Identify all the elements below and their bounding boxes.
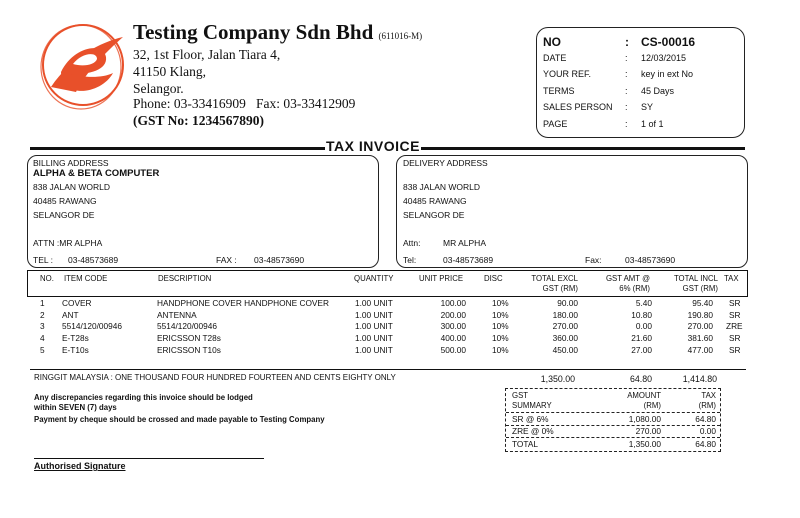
col-header-unit-price: UNIT PRICE <box>419 274 464 283</box>
cell-description: ERICSSON T28s <box>157 333 221 343</box>
authorised-signature: Authorised Signature <box>34 461 126 471</box>
grand-total-gst: 64.80 <box>629 374 652 384</box>
col-header-disc: DISC <box>484 274 503 283</box>
cell-item-code: COVER <box>62 298 92 308</box>
cell-gst-amt: 0.00 <box>635 321 652 331</box>
company-address-line: 32, 1st Floor, Jalan Tiara 4, <box>133 47 281 62</box>
cell-total-excl: 180.00 <box>552 310 578 320</box>
cell-disc: 10% <box>492 310 509 320</box>
grand-total-incl: 1,414.80 <box>682 374 717 384</box>
col-header-gst-amt: GST AMT @ 6% (RM) <box>605 274 650 293</box>
delivery-attn-label: Attn: <box>403 238 421 248</box>
cell-total-incl: 477.00 <box>687 345 713 355</box>
grand-total-excl: 1,350.00 <box>540 374 575 384</box>
billing-tel: 03-48573689 <box>68 255 119 265</box>
cell-unit-price: 500.00 <box>440 345 466 355</box>
cell-gst-amt: 21.60 <box>631 333 652 343</box>
cell-description: HANDPHONE COVER HANDPHONE COVER <box>157 298 329 308</box>
gst-summary-heading: GST SUMMARY <box>512 391 552 410</box>
cell-gst-amt: 10.80 <box>631 310 652 320</box>
billing-tel-label: TEL : <box>33 255 53 265</box>
cell-quantity: 1.00 UNIT <box>355 298 393 308</box>
gst-summary-total-row: TOTAL 1,350.00 64.80 <box>512 439 716 449</box>
billing-fax: 03-48573690 <box>254 255 305 265</box>
cell-unit-price: 100.00 <box>440 298 466 308</box>
gst-summary-tax-heading: TAX (RM) <box>698 391 716 410</box>
note-discrepancies: Any discrepancies regarding this invoice should be lodged <box>34 393 253 402</box>
company-name: Testing Company Sdn Bhd (611016-M) <box>133 20 423 44</box>
billing-fax-label: FAX : <box>216 255 237 265</box>
cell-quantity: 1.00 UNIT <box>355 321 393 331</box>
delivery-fax: 03-48573690 <box>625 255 676 265</box>
billing-attn: ATTN :MR ALPHA <box>33 238 103 248</box>
cell-no: 2 <box>40 310 45 320</box>
company-address-line: 41150 Klang, <box>133 64 206 79</box>
cell-disc: 10% <box>492 321 509 331</box>
gst-summary-box <box>505 388 721 452</box>
cell-no: 5 <box>40 345 45 355</box>
gst-summary-row: ZRE @ 0% 270.00 0.00 <box>506 425 720 438</box>
cell-disc: 10% <box>492 333 509 343</box>
cell-no: 3 <box>40 321 45 331</box>
cell-item-code: E-T10s <box>62 345 89 355</box>
invoice-number: CS-00016 <box>641 35 696 49</box>
cell-tax: SR <box>729 333 741 343</box>
col-header-description: DESCRIPTION <box>158 274 212 283</box>
cell-quantity: 1.00 UNIT <box>355 333 393 343</box>
cell-quantity: 1.00 UNIT <box>355 310 393 320</box>
note-payment: Payment by cheque should be crossed and made payable to Testing Company <box>34 415 325 424</box>
delivery-address-box <box>396 155 748 268</box>
delivery-line: SELANGOR DE <box>403 210 465 220</box>
cell-disc: 10% <box>492 298 509 308</box>
info-row-no: NO : CS-00016 <box>543 35 696 49</box>
col-header-total-incl: TOTAL INCL GST (RM) <box>673 274 718 293</box>
billing-line: 838 JALAN WORLD <box>33 182 110 192</box>
billing-name: ALPHA & BETA COMPUTER <box>33 168 160 179</box>
cell-quantity: 1.00 UNIT <box>355 345 393 355</box>
col-header-tax: TAX <box>724 274 739 283</box>
cell-disc: 10% <box>492 345 509 355</box>
billing-address-box <box>27 155 379 268</box>
cell-total-excl: 90.00 <box>557 298 578 308</box>
company-logo <box>31 17 129 115</box>
cell-tax: ZRE <box>726 321 743 331</box>
delivery-tel: 03-48573689 <box>443 255 494 265</box>
cell-description: ERICSSON T10s <box>157 345 221 355</box>
cell-unit-price: 400.00 <box>440 333 466 343</box>
billing-line: 40485 RAWANG <box>33 196 97 206</box>
cell-gst-amt: 5.40 <box>635 298 652 308</box>
cell-total-incl: 381.60 <box>687 333 713 343</box>
delivery-fax-label: Fax: <box>585 255 602 265</box>
cell-no: 1 <box>40 298 45 308</box>
signature-line <box>34 458 264 459</box>
note-discrepancies-days: within SEVEN (7) days <box>34 403 117 412</box>
gst-summary-row: SR @ 6% 1,080.00 64.80 <box>506 412 720 426</box>
cell-description: 5514/120/00946 <box>157 321 217 331</box>
cell-total-incl: 190.80 <box>687 310 713 320</box>
billing-line: SELANGOR DE <box>33 210 95 220</box>
delivery-line: 838 JALAN WORLD <box>403 182 480 192</box>
cell-item-code: ANT <box>62 310 79 320</box>
col-header-total-excl: TOTAL EXCL GST (RM) <box>531 274 578 293</box>
delivery-attn: MR ALPHA <box>443 238 486 248</box>
amount-in-words: RINGGIT MALAYSIA : ONE THOUSAND FOUR HUNDRED FOURTEEN AND CENTS EIGHTY ONLY <box>34 373 396 382</box>
cell-total-excl: 360.00 <box>552 333 578 343</box>
info-row-your-ref: YOUR REF. : key in ext No <box>543 69 694 79</box>
company-address-line: Selangor. <box>133 81 184 96</box>
cell-tax: SR <box>729 345 741 355</box>
col-header-item-code: ITEM CODE <box>64 274 108 283</box>
billing-heading: BILLING ADDRESS <box>33 158 109 168</box>
invoice-info-box <box>536 27 745 138</box>
info-row-page: PAGE : 1 of 1 <box>543 119 664 129</box>
delivery-tel-label: Tel: <box>403 255 417 265</box>
col-header-no: NO. <box>40 274 54 283</box>
cell-item-code: 5514/120/00946 <box>62 321 122 331</box>
cell-unit-price: 200.00 <box>440 310 466 320</box>
info-row-terms: TERMS : 45 Days <box>543 86 675 96</box>
cell-total-excl: 270.00 <box>552 321 578 331</box>
totals-rule <box>30 369 746 370</box>
cell-total-excl: 450.00 <box>552 345 578 355</box>
delivery-heading: DELIVERY ADDRESS <box>403 158 488 168</box>
cell-gst-amt: 27.00 <box>631 345 652 355</box>
info-row-date: DATE : 12/03/2015 <box>543 53 687 63</box>
cell-tax: SR <box>729 310 741 320</box>
cell-item-code: E-T28s <box>62 333 89 343</box>
cell-total-incl: 95.40 <box>692 298 713 308</box>
document-title: TAX INVOICE <box>326 138 420 154</box>
company-phone-fax: Phone: 03-33416909 Fax: 03-33412909 <box>133 96 356 111</box>
info-row-sales-person: SALES PERSON : SY <box>543 102 654 112</box>
col-header-quantity: QUANTITY <box>354 274 394 283</box>
gst-summary-amount-heading: AMOUNT (RM) <box>627 391 661 410</box>
cell-total-incl: 270.00 <box>687 321 713 331</box>
cell-unit-price: 300.00 <box>440 321 466 331</box>
cell-description: ANTENNA <box>157 310 197 320</box>
delivery-line: 40485 RAWANG <box>403 196 467 206</box>
cell-tax: SR <box>729 298 741 308</box>
cell-no: 4 <box>40 333 45 343</box>
company-gst-no: (GST No: 1234567890) <box>133 113 265 128</box>
company-reg-no: (611016-M) <box>378 31 423 41</box>
